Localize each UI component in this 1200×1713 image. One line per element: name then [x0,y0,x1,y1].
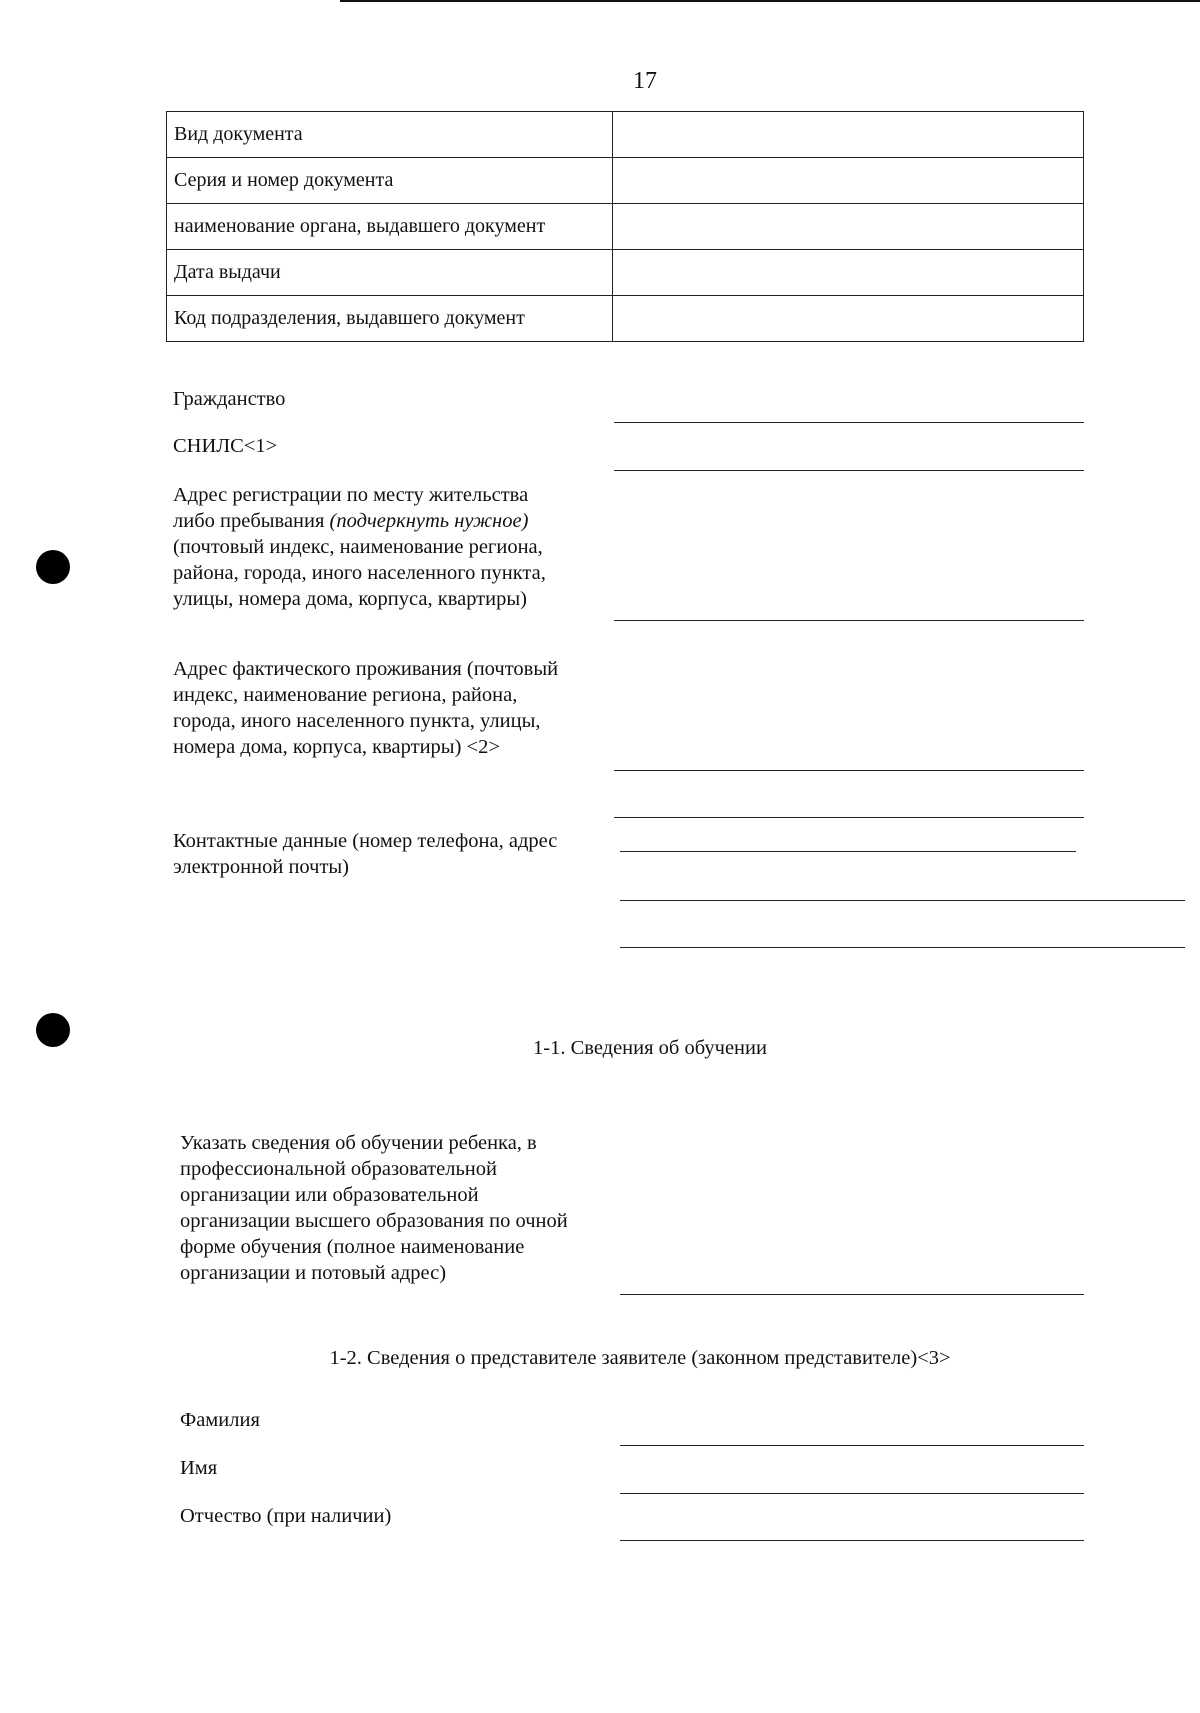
education-line-4: организации высшего образования по очной [180,1210,568,1232]
row-label: Вид документа [167,112,613,158]
actual-address-input-line-2[interactable] [614,817,1084,818]
actual-address-label [173,656,558,760]
table-row [167,250,1084,296]
surname-label: Фамилия [180,1409,260,1431]
name-label: Имя [180,1457,218,1479]
document-table [166,111,1084,342]
registration-address-hint: (подчеркнуть нужное) [329,510,529,532]
row-label: Серия и номер документа [167,158,613,204]
education-line-6: организации и потовый адрес) [180,1262,447,1284]
top-edge-rule [340,0,1200,2]
contacts-line-2: электронной почты) [173,856,350,878]
table-row [167,158,1084,204]
table-row [167,112,1084,158]
patronymic-label: Отчество (при наличии) [180,1505,392,1527]
registration-address-line-2 [173,508,546,534]
table-row [167,296,1084,342]
punch-hole-icon [36,550,70,584]
row-value-cell[interactable] [613,296,1084,342]
actual-address-input-line-1[interactable] [614,770,1084,771]
registration-address-line-1: Адрес регистрации по месту жительства [173,484,529,506]
citizenship-label: Гражданство [173,388,286,410]
row-label: Дата выдачи [167,250,613,296]
citizenship-input-line[interactable] [614,422,1084,423]
row-label: наименование органа, выдавшего документ [167,204,613,250]
punch-hole-icon [36,1013,70,1047]
section-education-title: 1-1. Сведения об обучении [533,1037,767,1059]
education-line-5: форме обучения (полное наименование [180,1236,525,1258]
row-value-cell[interactable] [613,250,1084,296]
patronymic-input-line[interactable] [620,1540,1084,1541]
name-input-line[interactable] [620,1493,1084,1494]
education-input-line[interactable] [620,1294,1084,1295]
contacts-label [173,828,557,880]
actual-address-line-4: номера дома, корпуса, квартиры) <2> [173,736,500,758]
education-line-3: организации или образовательной [180,1184,479,1206]
registration-address-line-4: района, города, иного населенного пункта, [173,562,546,584]
education-line-2: профессиональной образовательной [180,1158,497,1180]
education-label [180,1130,568,1286]
contacts-input-line-3[interactable] [620,947,1185,948]
registration-address-text: либо пребывания [173,510,330,532]
registration-address-input-line[interactable] [614,620,1084,621]
table-row [167,204,1084,250]
registration-address-line-3: (почтовый индекс, наименование региона, [173,536,543,558]
contacts-input-line-1[interactable] [620,851,1076,852]
actual-address-line-1: Адрес фактического проживания (почтовый [173,658,559,680]
row-label: Код подразделения, выдавшего документ [167,296,613,342]
surname-input-line[interactable] [620,1445,1084,1446]
row-value-cell[interactable] [613,112,1084,158]
registration-address-label [173,482,546,612]
page-number: 17 [633,68,657,94]
snils-input-line[interactable] [614,470,1084,471]
section-representative-title: 1-2. Сведения о представителе заявителе (законном представителе)<3> [329,1347,951,1369]
snils-label: СНИЛС<1> [173,435,278,457]
contacts-line-1: Контактные данные (номер телефона, адрес [173,830,558,852]
actual-address-line-2: индекс, наименование региона, района, [173,684,518,706]
registration-address-line-5: улицы, номера дома, корпуса, квартиры) [173,588,527,610]
education-line-1: Указать сведения об обучении ребенка, в [180,1132,537,1154]
contacts-input-line-2[interactable] [620,900,1185,901]
actual-address-line-3: города, иного населенного пункта, улицы, [173,710,541,732]
row-value-cell[interactable] [613,204,1084,250]
row-value-cell[interactable] [613,158,1084,204]
